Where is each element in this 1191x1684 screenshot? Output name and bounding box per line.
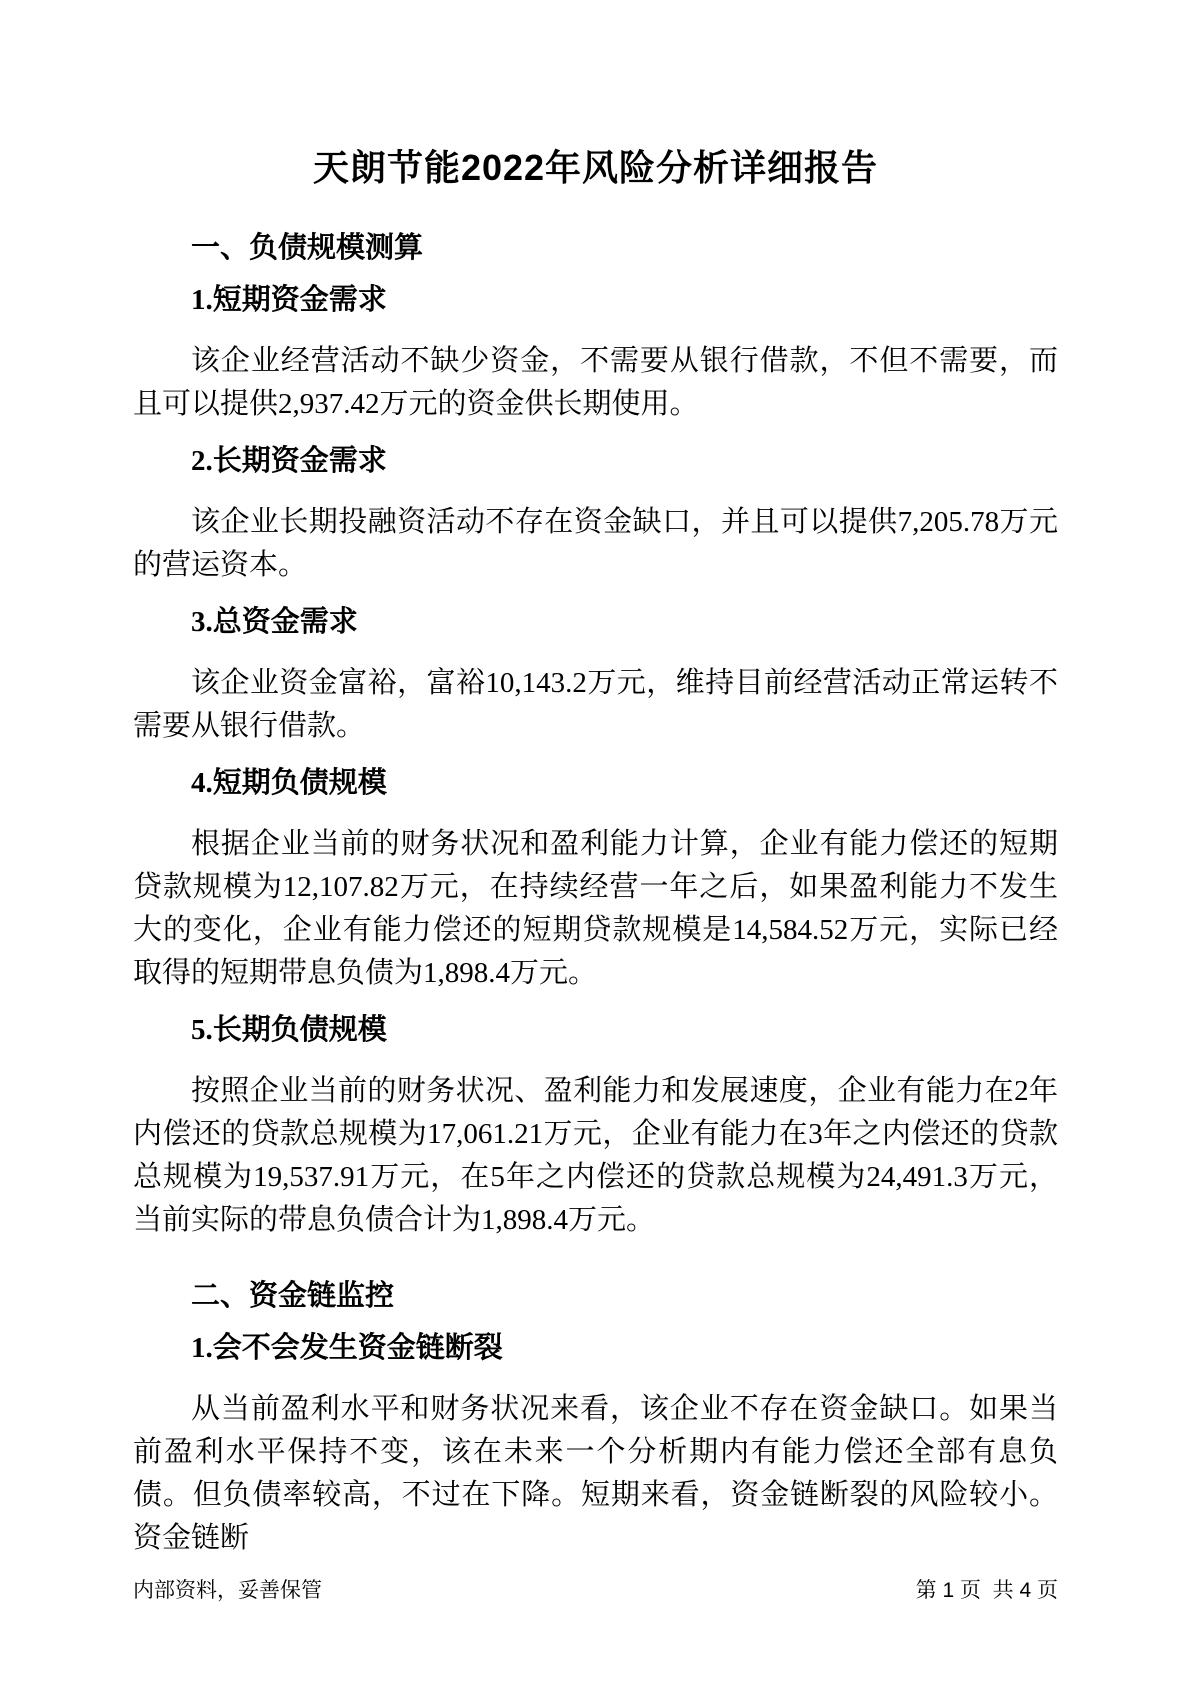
section-number: 一、 xyxy=(191,232,250,264)
subheading-title: 会不会发生资金链断裂 xyxy=(212,1332,503,1364)
section-title: 负债规模测算 xyxy=(249,232,424,264)
paragraph-total-funds: 该企业资金富裕，富裕10,143.2万元，维持目前经营活动正常运转不需要从银行借款。 xyxy=(133,667,1058,742)
subheading-number: 2. xyxy=(191,445,213,477)
paragraph-long-term-funds: 该企业长期投融资活动不存在资金缺口，并且可以提供7,205.78万元的营运资本。 xyxy=(133,506,1058,581)
subheading-title: 短期资金需求 xyxy=(212,284,387,316)
subheading-2-1 xyxy=(133,1326,1058,1370)
paragraph-short-term-funds: 该企业经营活动不缺少资金，不需要从银行借款，不但不需要，而且可以提供2,937.42万元的资金供长期使用。 xyxy=(133,345,1058,420)
subheading-number: 4. xyxy=(191,767,213,799)
subheading-title: 长期负债规模 xyxy=(212,1014,387,1046)
subheading-title: 长期资金需求 xyxy=(212,445,387,477)
subheading-number: 1. xyxy=(191,1332,213,1364)
paragraph-long-term-debt: 按照企业当前的财务状况、盈利能力和发展速度，企业有能力在2年内偿还的贷款总规模为17,061.21万元，企业有能力在3年之内偿还的贷款总规模为19,537.91万元，在5年之内偿还的贷款总规模为24,491.3万元，当前实际的带息负债合计为1,898.4万元。 xyxy=(133,1075,1058,1236)
footer-page-number: 第 1 页 共 4 页 xyxy=(915,1579,1058,1602)
section-heading-2 xyxy=(133,1274,1058,1318)
page-footer xyxy=(133,1578,1058,1604)
section-title: 资金链监控 xyxy=(249,1280,395,1312)
paragraph-short-term-debt: 根据企业当前的财务状况和盈利能力计算，企业有能力偿还的短期贷款规模为12,107.82万元，在持续经营一年之后，如果盈利能力不发生大的变化，企业有能力偿还的短期贷款规模是14,584.52万元，实际已经取得的短期带息负债为1,898.4万元。 xyxy=(133,828,1058,989)
subheading-1-5 xyxy=(133,1008,1058,1052)
subheading-1-1 xyxy=(133,278,1058,322)
footer-confidential-note: 内部资料，妥善保管 xyxy=(133,1579,322,1602)
subheading-title: 短期负债规模 xyxy=(212,767,387,799)
page-title: 天朗节能2022年风险分析详细报告 xyxy=(312,147,879,188)
section-number: 二、 xyxy=(191,1280,250,1312)
subheading-title: 总资金需求 xyxy=(212,606,358,638)
subheading-1-3 xyxy=(133,600,1058,644)
paragraph-funding-chain: 从当前盈利水平和财务状况来看，该企业不存在资金缺口。如果当前盈利水平保持不变，该在未来一个分析期内有能力偿还全部有息负债。但负债率较高，不过在下降。短期来看，资金链断裂的风险较小。资金链断 xyxy=(133,1393,1058,1554)
subheading-number: 3. xyxy=(191,606,213,638)
subheading-number: 1. xyxy=(191,284,213,316)
subheading-1-2 xyxy=(133,439,1058,483)
subheading-1-4 xyxy=(133,761,1058,805)
section-heading-1 xyxy=(133,226,1058,270)
subheading-number: 5. xyxy=(191,1014,213,1046)
